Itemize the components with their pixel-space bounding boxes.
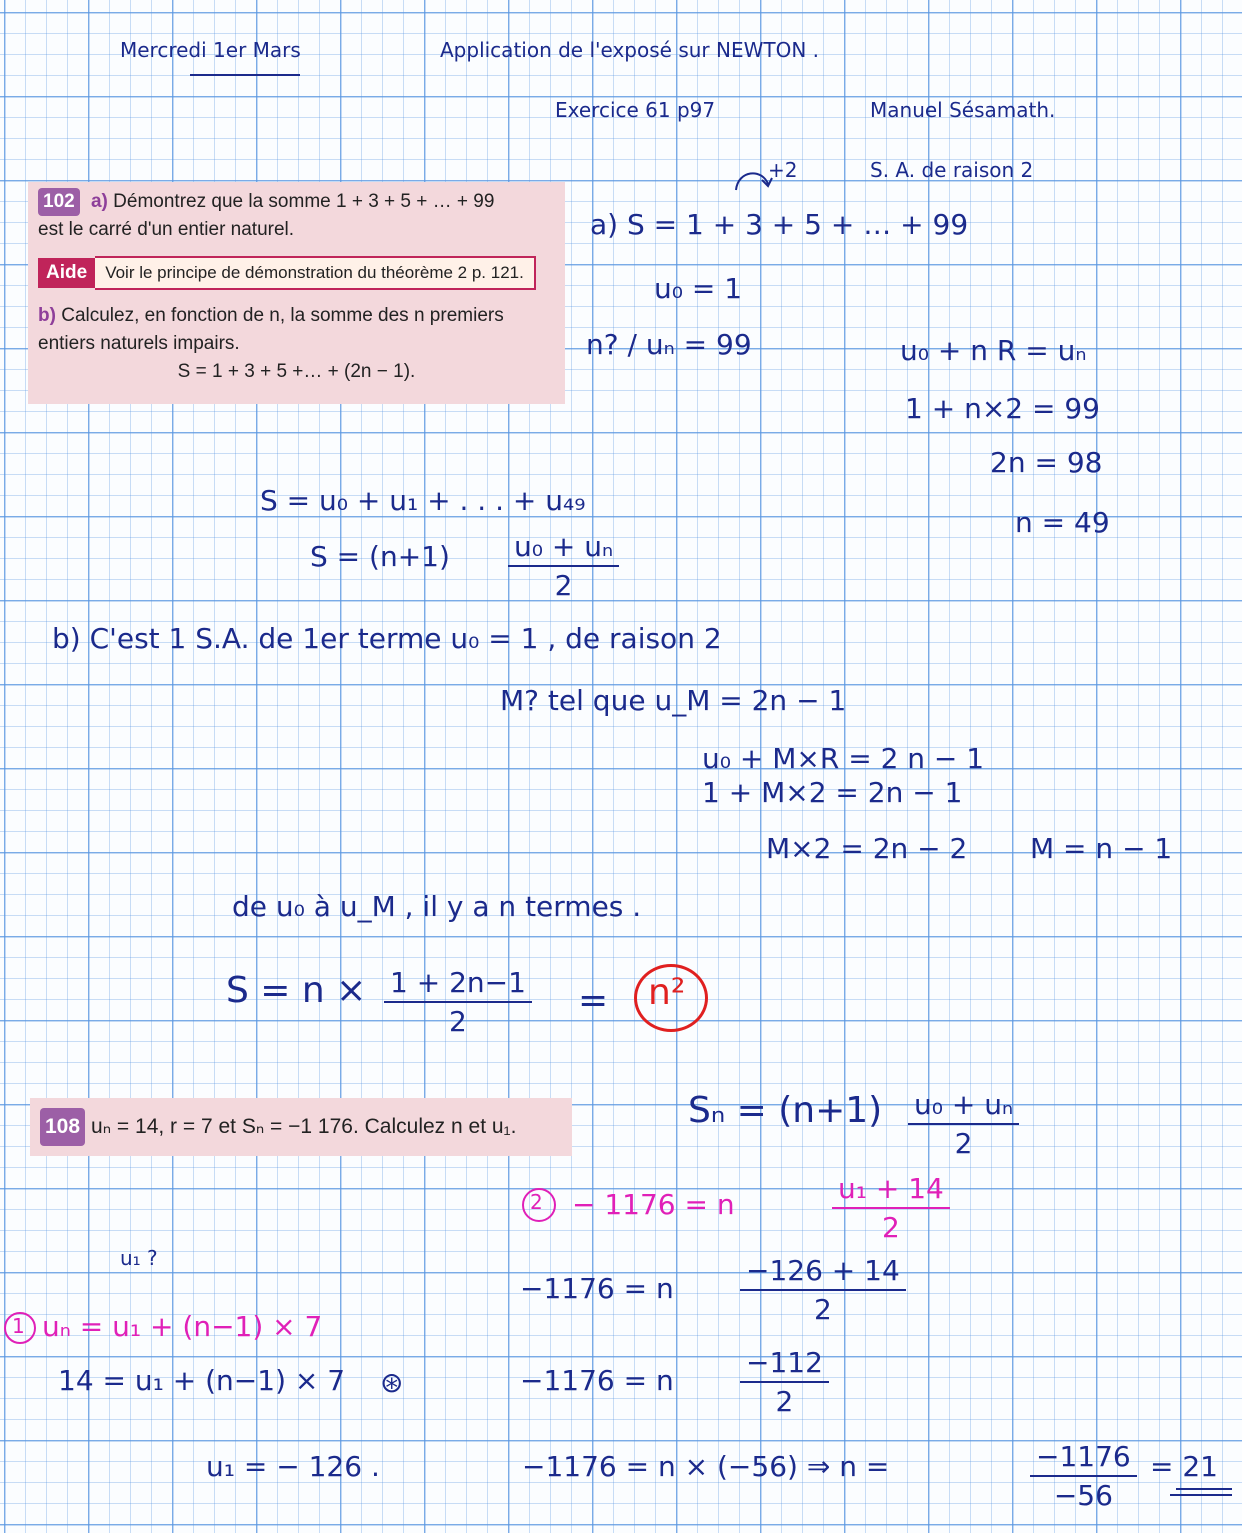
eq-substituted: 1 + n×2 = 99 [905, 392, 1100, 425]
ex102-a-line1: Démontrez que la somme 1 + 3 + 5 + … + 99 [113, 191, 495, 212]
exercise-ref: Exercice 61 p97 [555, 98, 716, 122]
step1-left: −1176 = n [520, 1272, 674, 1305]
fraction-bar [832, 1207, 950, 1209]
exercise-108-box [30, 1098, 572, 1156]
eq2-label: 2 [530, 1190, 543, 1214]
step2-left: −1176 = n [520, 1364, 674, 1397]
date: Mercredi 1er Mars [120, 38, 301, 62]
sa-raison: S. A. de raison 2 [870, 158, 1034, 182]
b-line4: 1 + M×2 = 2n − 1 [702, 776, 963, 809]
sn-left: Sₙ = (n+1) [688, 1090, 883, 1131]
final-fraction [384, 966, 532, 1038]
ex102-b-label: b) [38, 305, 56, 326]
final-equals: = [578, 980, 609, 1021]
ex102-a-label: a) [90, 191, 108, 212]
final-num: 1 + 2n−1 [390, 966, 526, 999]
eq-general: u₀ + n R = uₙ [900, 334, 1087, 367]
aide-row [38, 256, 555, 290]
b-line1: b) C'est 1 S.A. de 1er terme u₀ = 1 , de raison 2 [52, 622, 722, 655]
aide-text: Voir le principe de démonstration du théorème 2 p. 121. [95, 256, 536, 290]
step3-num: −1176 [1036, 1440, 1131, 1473]
s-sum: S = u₀ + u₁ + . . . + u₄₉ [260, 484, 586, 517]
step2-den: 2 [775, 1385, 794, 1418]
s-formula-num: u₀ + uₙ [514, 530, 614, 563]
fraction-bar [384, 1001, 532, 1003]
eq-n49: n = 49 [1015, 506, 1110, 539]
star-icon: ⊛ [380, 1366, 404, 1399]
step3: −1176 = n × (−56) ⇒ n = [522, 1450, 890, 1483]
sn-num: u₀ + uₙ [914, 1088, 1014, 1121]
s-formula-left: S = (n+1) [310, 540, 450, 573]
u1-result: u₁ = − 126 . [206, 1450, 380, 1483]
sum-a: a) S = 1 + 3 + 5 + … + 99 [590, 208, 969, 241]
title: Application de l'exposé sur NEWTON . [440, 38, 820, 62]
s-formula-den: 2 [554, 569, 573, 602]
ex102-b-line2: entiers naturels impairs. [38, 333, 240, 354]
ex102-b-formula: S = 1 + 3 + 5 +… + (2n − 1). [177, 361, 416, 382]
fraction-bar [908, 1123, 1019, 1125]
eq1b: 14 = u₁ + (n−1) × 7 [58, 1364, 346, 1397]
b-line5b: M = n − 1 [1030, 832, 1173, 865]
step1-num: −126 + 14 [746, 1254, 900, 1287]
ex102-a-line2: est le carré d'un entier naturel. [38, 219, 295, 240]
aide-label: Aide [38, 258, 95, 288]
question-n: n? / uₙ = 99 [586, 328, 752, 361]
s-formula-fraction [508, 530, 619, 602]
eq-2n: 2n = 98 [990, 446, 1103, 479]
step2-num: −112 [746, 1346, 823, 1379]
b-line6: de u₀ à u_M , il y a n termes . [232, 890, 642, 923]
step3-fraction [1030, 1440, 1137, 1512]
fraction-bar [508, 565, 619, 567]
b-line5: M×2 = 2n − 2 [766, 832, 968, 865]
eq1: uₙ = u₁ + (n−1) × 7 [42, 1310, 323, 1343]
step3-den: −56 [1053, 1479, 1113, 1512]
fraction-bar [740, 1381, 829, 1383]
b-line3: u₀ + M×R = 2 n − 1 [702, 742, 985, 775]
sn-den: 2 [954, 1127, 973, 1160]
sn-fraction [908, 1088, 1019, 1160]
ex108-number: 108 [40, 1108, 85, 1146]
date-underline [190, 74, 300, 76]
ex102-number: 102 [38, 188, 80, 216]
eq1-label: 1 [12, 1314, 25, 1338]
final-den: 2 [449, 1005, 467, 1038]
ex108-text: uₙ = 14, r = 7 et Sₙ = −1 176. Calculez n et u₁. [91, 1115, 517, 1138]
final-left: S = n × [226, 970, 367, 1011]
plus-two: +2 [768, 158, 798, 182]
eq2-den: 2 [882, 1211, 900, 1244]
exercise-102-box [28, 182, 565, 404]
u0: u₀ = 1 [654, 272, 743, 305]
step1-den: 2 [813, 1293, 832, 1326]
u1-question: u₁ ? [120, 1246, 158, 1270]
step1-fraction [740, 1254, 906, 1326]
result-underline [1176, 1488, 1232, 1490]
eq2-num: u₁ + 14 [838, 1172, 944, 1205]
eq2-left: − 1176 = n [572, 1188, 735, 1221]
fraction-bar [740, 1289, 906, 1291]
manual-ref: Manuel Sésamath. [870, 98, 1056, 122]
ex102-b-line1: Calculez, en fonction de n, la somme des n premiers [61, 305, 504, 326]
ex102-a [38, 188, 555, 216]
eq2-fraction [832, 1172, 950, 1244]
step2-fraction [740, 1346, 829, 1418]
result-underline-2 [1170, 1494, 1232, 1496]
fraction-bar [1030, 1475, 1137, 1477]
step3-result: = 21 [1150, 1450, 1218, 1483]
final-answer: n² [648, 972, 686, 1013]
b-line2: M? tel que u_M = 2n − 1 [500, 684, 847, 717]
